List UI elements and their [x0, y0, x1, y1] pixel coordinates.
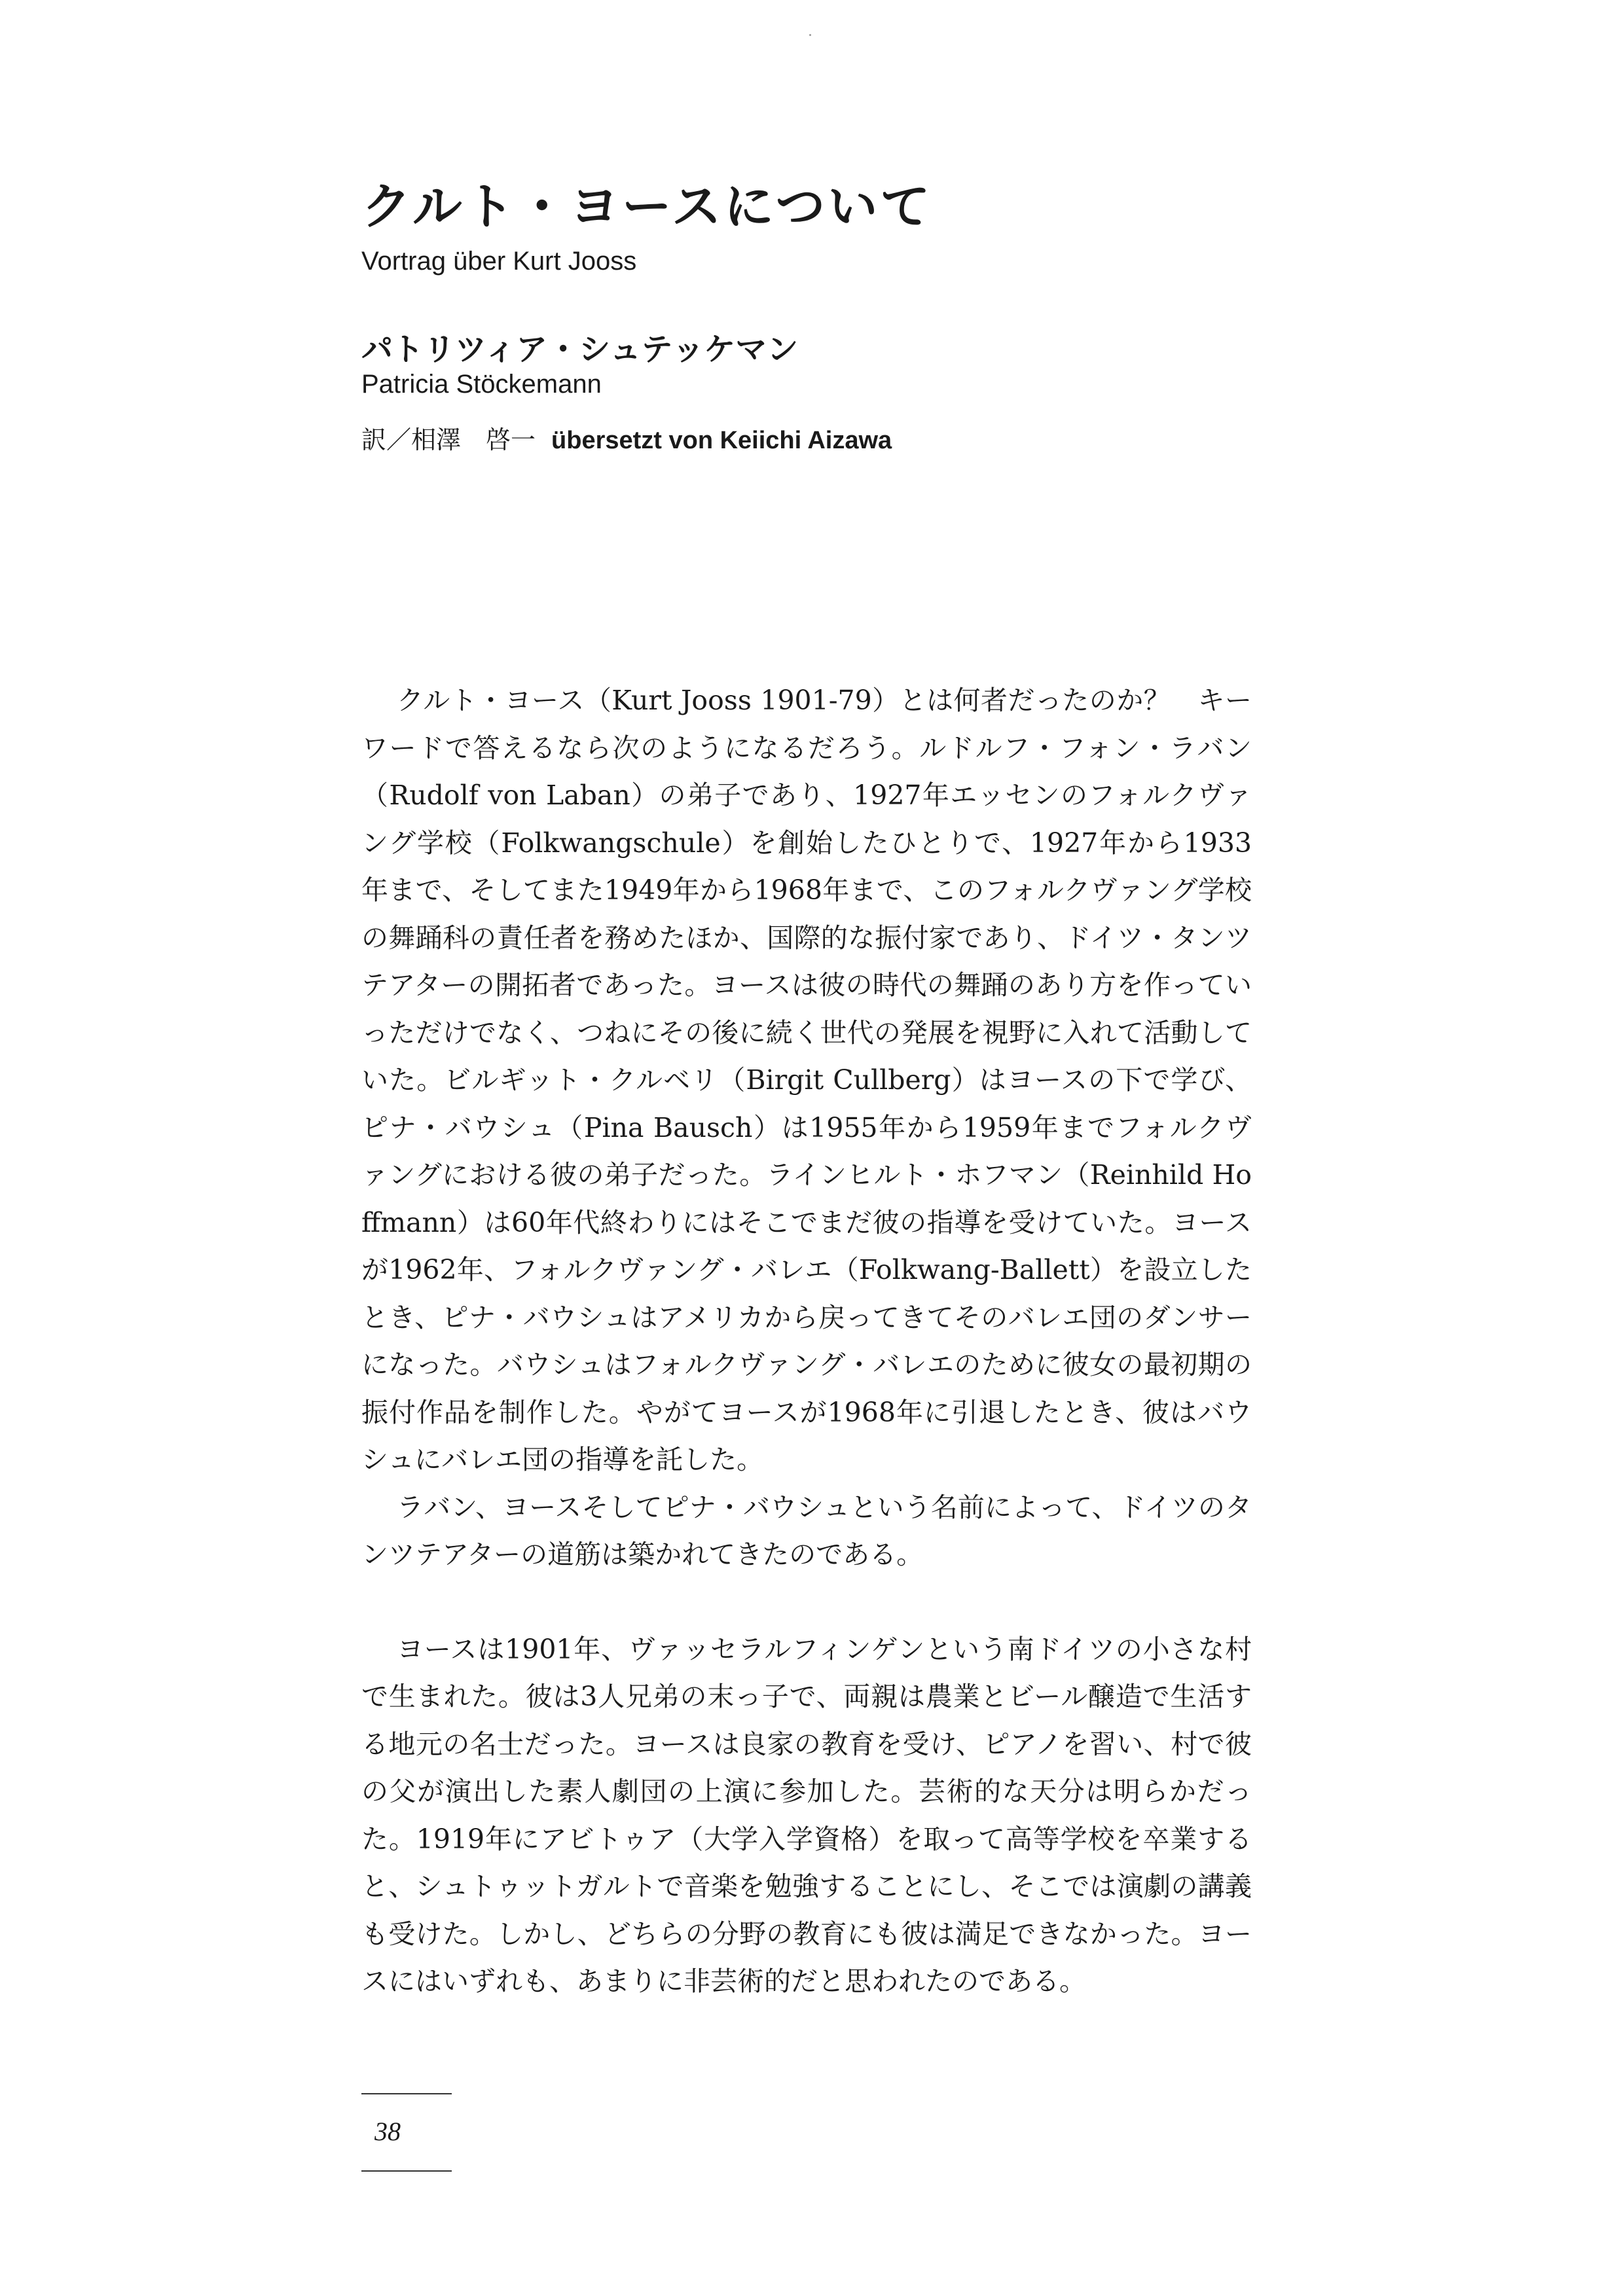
translator-credit: [361, 424, 892, 456]
article-body: [361, 677, 1252, 2005]
translator-credit-ja: 訳／相澤 啓一: [361, 425, 536, 454]
page-number-rule-bottom: [361, 2170, 452, 2172]
body-paragraph-3: ヨースは1901年、ヴァッセラルフィンゲンという南ドイツの小さな村で生まれた。彼は3人兄弟の末っ子で、両親は農業とビール醸造で生活する地元の名士だった。ヨースは良家の教育を受け、ピアノを習い、村で彼の父が演出した素人劇団の上演に参加した。芸術的な天分は明らかだった。1919年にアビトゥア（大学入学資格）を取って高等学校を卒業すると、シュトゥットガルトで音楽を勉強することにし、そこでは演劇の講義も受けた。しかし、どちらの分野の教育にも彼は満足できなかった。ヨースにはいずれも、あまりに非芸術的だと思われたのである。: [361, 1633, 1252, 1997]
article-title-de: Vortrag über Kurt Jooss: [361, 247, 637, 276]
body-paragraph-1: クルト・ヨース（Kurt Jooss 1901-79）とは何者だったのか？ キーワードで答えるなら次のようになるだろう。ルドルフ・フォン・ラバン（Rudolf von Laban）の弟子であり、1927年エッセンのフォルクヴァング学校（Folkwangschule）を創始したひとりで、1927年から1933年まで、そしてまた1949年から1968年まで、このフォルクヴァング学校の舞踊科の責任者を務めたほか、国際的な振付家であり、ドイツ・タンツテアターの開拓者であった。ヨースは彼の時代の舞踊のあり方を作っていっただけでなく、つねにその後に続く世代の発展を視野に入れて活動していた。ビルギット・クルベリ（Birgit Cullberg）はヨースの下で学び、ピナ・バウシュ（Pina Bausch）は1955年から1959年までフォルクヴァングにおける彼の弟子だった。ラインヒルト・ホフマン（Reinhild Hoffmann）は60年代終わりにはそこでまだ彼の指導を受けていた。ヨースが1962年、フォルクヴァング・バレエ（Folkwang-Ballett）を設立したとき、ピナ・バウシュはアメリカから戻ってきてそのバレエ団のダンサーになった。バウシュはフォルクヴァング・バレエのために彼女の最初期の振付作品を制作した。やがてヨースが1968年に引退したとき、彼はバウシュにバレエ団の指導を託した。: [361, 685, 1252, 1475]
author-name-de: Patricia Stöckemann: [361, 370, 602, 399]
body-paragraph-2: ラバン、ヨースそしてピナ・バウシュという名前によって、ドイツのタンツテアターの道筋は築かれてきたのである。: [361, 1491, 1252, 1570]
author-name-ja: パトリツィア・シュテッケマン: [361, 331, 799, 368]
scan-speck: [809, 34, 811, 36]
article-title-ja: クルト・ヨースについて: [361, 177, 933, 236]
translator-credit-de: übersetzt von Keiichi Aizawa: [551, 427, 892, 454]
page-number-rule-top: [361, 2093, 452, 2094]
page-number: 38: [374, 2117, 401, 2146]
section-gap: [361, 1579, 1252, 1626]
